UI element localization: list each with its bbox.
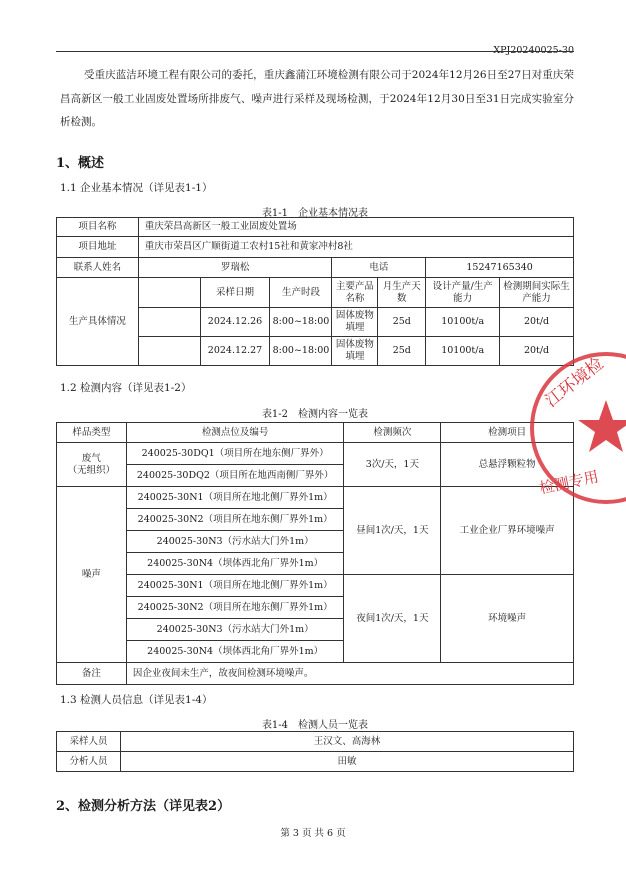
col-header: 检测频次 [344,423,441,443]
sample-type-gas: 废气 （无组织） [57,443,127,487]
section-1-2-heading: 1.2 检测内容（详见表1-2） [60,382,192,394]
col-header: 采样日期 [200,278,270,308]
contact-name: 罗瑞松 [138,258,332,278]
table-1-4 [56,731,574,772]
table-1-1-caption: 表1-1 企业基本情况表 [261,208,369,219]
label-sampler: 采样人员 [57,732,121,752]
project-name: 重庆荣昌高新区一般工业固废处置场 [138,218,573,237]
cell: 25d [378,337,426,366]
cell: 2024.12.26 [200,308,270,337]
gas-point: 240025-30DQ1（项目所在地东侧厂界外） [126,443,344,465]
section-1-3-heading: 1.3 检测人员信息（详见表1-4） [60,694,213,706]
document-number: XPJ20240025-30 [493,45,574,56]
col-header: 月生产天数 [378,278,426,308]
table-1-2-caption: 表1-2 检测内容一览表 [261,409,369,420]
header-rule [56,51,574,52]
label-contact: 联系人姓名 [57,258,139,278]
table-1-4-caption: 表1-4 检测人员一览表 [261,720,369,731]
cell: 8:00~18:00 [270,308,332,337]
cell: 10100t/a [426,337,500,366]
cell: 8:00~18:00 [270,337,332,366]
noise-point: 240025-30N4（坝体西北角厂界外1m） [126,553,344,575]
noise-point: 240025-30N3（污水站大门外1m） [126,531,344,553]
col-header: 检测项目 [441,423,574,443]
cell: 10100t/a [426,308,500,337]
col-header: 检测期间实际生产能力 [500,278,574,308]
svg-text:检测专用: 检测专用 [537,467,601,498]
red-seal-stamp [526,348,626,508]
cell: 25d [378,308,426,337]
col-header: 设计产量/生产能力 [426,278,500,308]
night-item: 环境噪声 [441,575,574,663]
svg-text:江环境检: 江环境检 [541,353,608,412]
noise-point: 240025-30N1（项目所在地北侧厂界外1m） [126,487,344,509]
remark-label: 备注 [57,663,127,685]
noise-point: 240025-30N1（项目所在地北侧厂界外1m） [126,575,344,597]
label-project-name: 项目名称 [57,218,139,237]
page-number: 第 3 页 共 6 页 [280,828,346,839]
night-frequency: 夜间1次/天，1天 [344,575,441,663]
project-address: 重庆市荣昌区广顺街道工农村15社和黄家冲村8社 [138,237,573,258]
gas-item: 总悬浮颗粒物 [441,443,574,487]
label-analyst: 分析人员 [57,752,121,772]
label-project-address: 项目地址 [57,237,139,258]
col-header: 样品类型 [57,423,127,443]
sample-type-noise: 噪声 [57,487,127,663]
col-header: 主要产品名称 [332,278,378,308]
noise-point: 240025-30N2（项目所在地东侧厂界外1m） [126,597,344,619]
noise-point: 240025-30N2（项目所在地东侧厂界外1m） [126,509,344,531]
cell: 2024.12.27 [200,337,270,366]
cell: 固体废物填埋 [332,337,378,366]
table-1-1 [56,217,574,366]
section-1-heading: 1、概述 [56,156,105,171]
day-item: 工业企业厂界环境噪声 [441,487,574,575]
noise-point: 240025-30N3（污水站大门外1m） [126,619,344,641]
col-header: 检测点位及编号 [126,423,344,443]
noise-point: 240025-30N4（坝体西北角厂界外1m） [126,641,344,663]
label-phone: 电话 [332,258,426,278]
gas-frequency: 3次/天，1天 [344,443,441,487]
cell: 20t/d [500,337,574,366]
cell: 固体废物填埋 [332,308,378,337]
day-frequency: 昼间1次/天，1天 [344,487,441,575]
label-production: 生产具体情况 [57,278,139,366]
section-2-heading: 2、检测分析方法（详见表2） [56,799,231,814]
analyst-name: 田敏 [120,752,573,772]
intro-paragraph: 受重庆蓝洁环境工程有限公司的委托，重庆鑫蒲江环境检测有限公司于2024年12月26日至27日对重庆荣昌高新区一般工业固废处置场所排废气、噪声进行采样及现场检测，于2024年12月30日至31日完成实验室分析检测。 [60,69,574,128]
remark-text: 因企业夜间未生产，故夜间检测环境噪声。 [126,663,573,685]
cell: 20t/d [500,308,574,337]
gas-point: 240025-30DQ2（项目所在地西南侧厂界外） [126,465,344,487]
phone-number: 15247165340 [426,258,574,278]
col-header: 生产时段 [270,278,332,308]
section-1-1-heading: 1.1 企业基本情况（详见表1-1） [60,182,213,194]
table-1-2 [56,422,574,685]
sampler-names: 王汉文、高海林 [120,732,573,752]
